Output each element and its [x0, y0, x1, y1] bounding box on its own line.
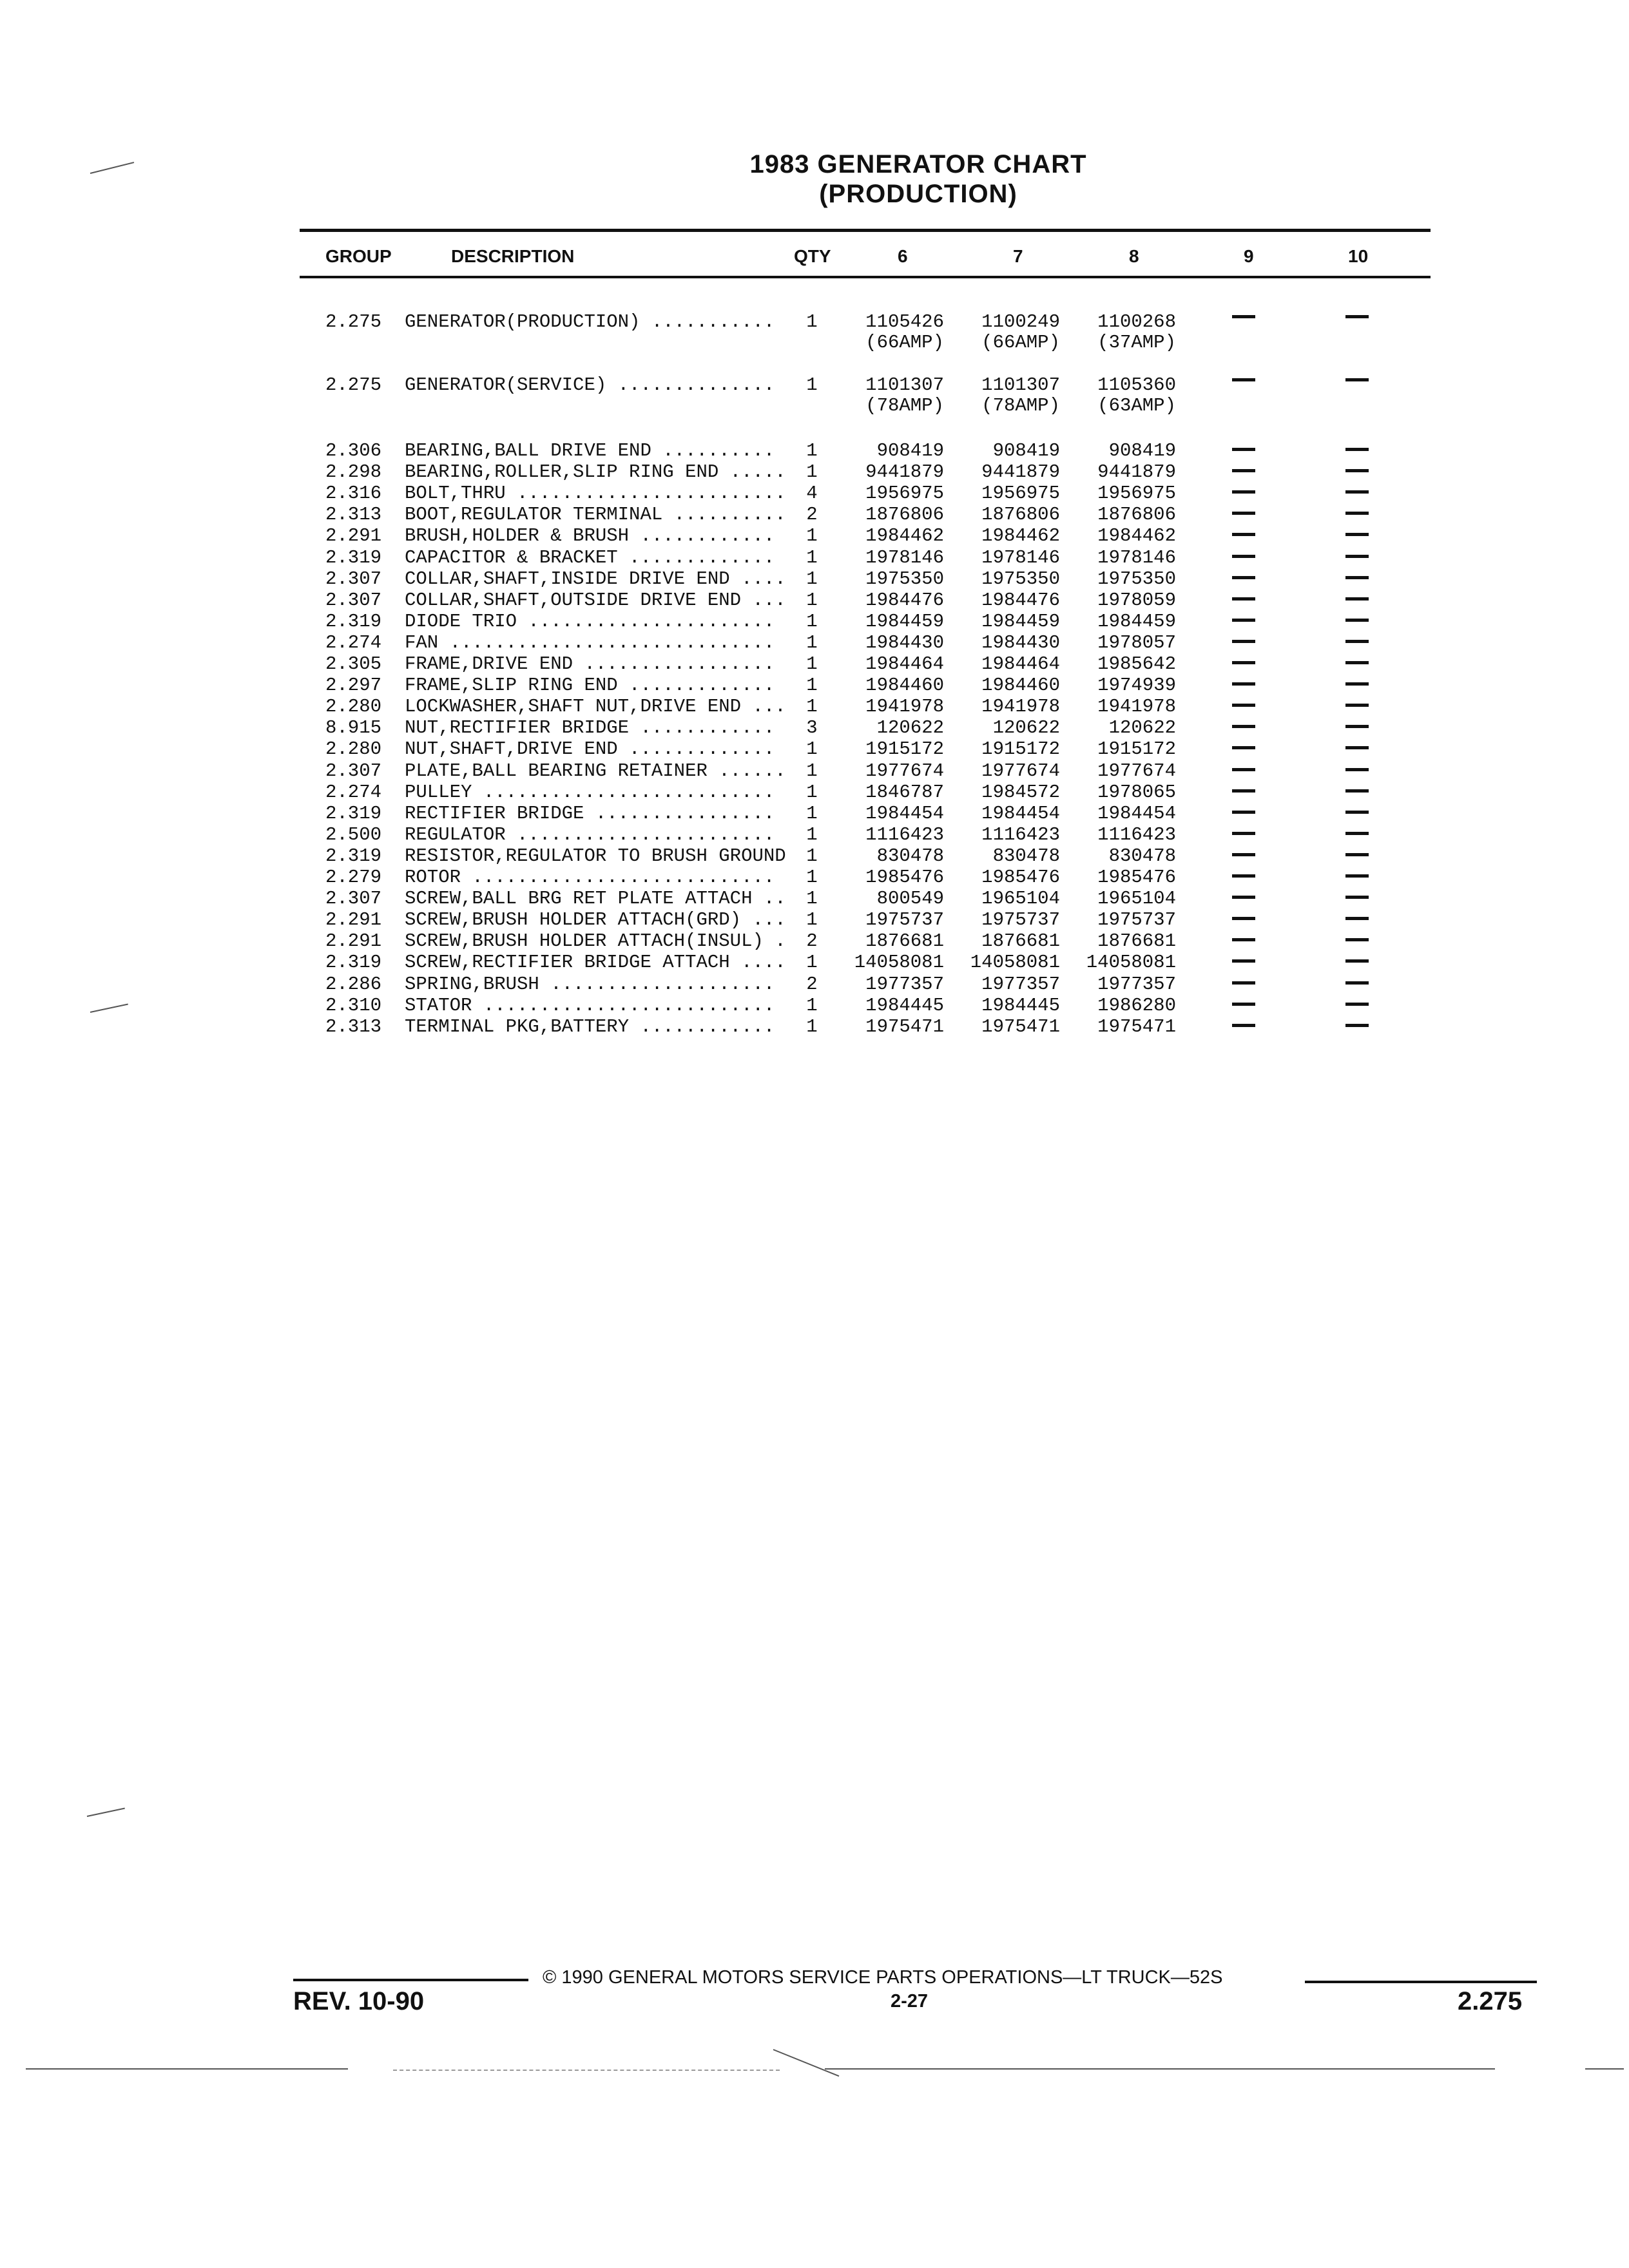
col-8-cell: 120622 [1108, 717, 1176, 739]
empty-cell-dash [1345, 490, 1369, 494]
scan-margin-mark [90, 162, 134, 174]
header-col-10: 10 [1348, 246, 1369, 266]
empty-cell-dash [1232, 853, 1255, 856]
col-6-cell: 1984460 [865, 675, 944, 697]
description-cell: BEARING,ROLLER,SLIP RING END ..... [405, 461, 786, 483]
empty-cell-dash [1345, 789, 1369, 793]
col-7-cell: 1965104 [981, 888, 1060, 910]
empty-cell-dash [1232, 576, 1255, 579]
col-8-cell: 1105360 [1097, 374, 1176, 396]
empty-cell-dash [1232, 874, 1255, 878]
scan-margin-mark [90, 1004, 128, 1013]
title-line-2: (PRODUCTION) [819, 180, 1017, 208]
col-6-cell: 1846787 [865, 781, 944, 803]
col-8-cell: 1941978 [1097, 696, 1176, 718]
col-8-cell: 1975737 [1097, 909, 1176, 931]
description-cell: COLLAR,SHAFT,OUTSIDE DRIVE END ... [405, 589, 786, 611]
description-cell: SCREW,BRUSH HOLDER ATTACH(INSUL) . [405, 930, 786, 952]
footer-page-number: 2-27 [891, 1991, 929, 2012]
description-cell: BOLT,THRU ........................ [405, 483, 786, 505]
empty-cell-dash [1232, 725, 1255, 728]
col-6-cell: 1975737 [865, 909, 944, 931]
empty-cell-dash [1232, 811, 1255, 814]
description-cell: DIODE TRIO ...................... [405, 610, 775, 632]
qty-cell: 1 [806, 568, 818, 590]
description-cell: BOOT,REGULATOR TERMINAL .......... [405, 504, 786, 526]
description-cell: GENERATOR(SERVICE) .............. [405, 374, 775, 396]
col-6-cell: 1876681 [865, 930, 944, 952]
col-7-cell: 1978146 [981, 546, 1060, 568]
description-cell: ROTOR ........................... [405, 867, 775, 888]
col-8-cell: 1915172 [1097, 738, 1176, 760]
col-7-cell: 1975471 [981, 1015, 1060, 1037]
col-7-cell: 1977357 [981, 973, 1060, 995]
group-cell: 2.319 [325, 952, 382, 974]
col-6-cell: 1975350 [865, 568, 944, 590]
empty-cell-dash [1345, 874, 1369, 878]
qty-cell: 1 [806, 653, 818, 675]
group-cell: 2.305 [325, 653, 382, 675]
description-cell: RESISTOR,REGULATOR TO BRUSH GROUND [405, 845, 786, 867]
empty-cell-dash [1345, 682, 1369, 686]
empty-cell-dash [1232, 597, 1255, 601]
col-7-cell: 1876806 [981, 504, 1060, 526]
qty-cell: 1 [806, 909, 818, 931]
qty-cell: 1 [806, 461, 818, 483]
col-6-cell: 1984462 [865, 525, 944, 547]
col-8-cell: 1985476 [1097, 867, 1176, 888]
empty-cell-dash [1232, 896, 1255, 899]
group-cell: 2.279 [325, 867, 382, 888]
empty-cell-dash [1232, 1003, 1255, 1006]
empty-cell-dash [1345, 619, 1369, 622]
group-cell: 2.307 [325, 888, 382, 910]
group-cell: 2.280 [325, 738, 382, 760]
col-7-cell: 1984464 [981, 653, 1060, 675]
col-7-cell: 1984572 [981, 781, 1060, 803]
col-8-cell: 1977357 [1097, 973, 1176, 995]
col-6-cell: 800549 [876, 888, 944, 910]
col-6-cell: 1956975 [865, 483, 944, 505]
col-7-cell: 908419 [992, 440, 1060, 461]
col-7-cell: 1984460 [981, 675, 1060, 697]
header-top-rule [300, 229, 1431, 232]
col-8-cell: 908419 [1108, 440, 1176, 461]
col-8-cell: 1984454 [1097, 802, 1176, 824]
empty-cell-dash [1232, 917, 1255, 920]
col-8-cell: 14058081 [1086, 952, 1176, 974]
empty-cell-dash [1345, 378, 1369, 381]
qty-cell: 1 [806, 589, 818, 611]
scan-slash-mark [773, 2049, 840, 2077]
empty-cell-dash [1345, 746, 1369, 749]
qty-cell: 1 [806, 696, 818, 718]
empty-cell-dash [1232, 746, 1255, 749]
col-6-cell: 1977674 [865, 760, 944, 782]
col-6-cell: 1941978 [865, 696, 944, 718]
col-8-cell: 1974939 [1097, 675, 1176, 697]
col-7-cell: 1984430 [981, 631, 1060, 653]
col-8-cell: 1975471 [1097, 1015, 1176, 1037]
group-cell: 2.274 [325, 631, 382, 653]
empty-cell-dash [1345, 1024, 1369, 1027]
header-group: GROUP [325, 246, 392, 266]
qty-cell: 1 [806, 675, 818, 697]
col-6-amp-cell: (78AMP) [865, 395, 944, 416]
qty-cell: 2 [806, 504, 818, 526]
group-cell: 2.286 [325, 973, 382, 995]
col-8-cell: 1975350 [1097, 568, 1176, 590]
group-cell: 2.307 [325, 568, 382, 590]
empty-cell-dash [1232, 555, 1255, 558]
empty-cell-dash [1345, 811, 1369, 814]
col-7-cell: 1915172 [981, 738, 1060, 760]
group-cell: 2.500 [325, 823, 382, 845]
description-cell: SCREW,BRUSH HOLDER ATTACH(GRD) ... [405, 909, 786, 931]
description-cell: STATOR .......................... [405, 994, 775, 1016]
scan-edge-line [393, 2070, 780, 2071]
group-cell: 2.313 [325, 1015, 382, 1037]
col-8-cell: 9441879 [1097, 461, 1176, 483]
col-6-cell: 9441879 [865, 461, 944, 483]
scan-edge-line [1585, 2068, 1624, 2070]
header-col-6: 6 [898, 246, 908, 266]
footer-section-number: 2.275 [1458, 1987, 1523, 2015]
group-cell: 2.291 [325, 930, 382, 952]
empty-cell-dash [1345, 533, 1369, 536]
group-cell: 2.319 [325, 546, 382, 568]
col-7-cell: 1876681 [981, 930, 1060, 952]
col-6-cell: 1984430 [865, 631, 944, 653]
scan-margin-mark [87, 1808, 125, 1817]
qty-cell: 1 [806, 631, 818, 653]
col-8-cell: 1100268 [1097, 311, 1176, 332]
description-cell: FRAME,SLIP RING END ............. [405, 675, 775, 697]
empty-cell-dash [1232, 661, 1255, 664]
col-7-cell: 1100249 [981, 311, 1060, 332]
empty-cell-dash [1232, 938, 1255, 941]
col-6-cell: 1985476 [865, 867, 944, 888]
description-cell: RECTIFIER BRIDGE ................ [405, 802, 775, 824]
empty-cell-dash [1232, 315, 1255, 318]
description-cell: COLLAR,SHAFT,INSIDE DRIVE END .... [405, 568, 786, 590]
qty-cell: 1 [806, 525, 818, 547]
empty-cell-dash [1345, 512, 1369, 515]
col-6-cell: 1876806 [865, 504, 944, 526]
description-cell: FAN ............................. [405, 631, 775, 653]
page-title [709, 149, 1128, 209]
qty-cell: 1 [806, 546, 818, 568]
qty-cell: 1 [806, 781, 818, 803]
group-cell: 2.316 [325, 483, 382, 505]
col-6-cell: 1978146 [865, 546, 944, 568]
qty-cell: 1 [806, 823, 818, 845]
col-7-cell: 1984476 [981, 589, 1060, 611]
qty-cell: 1 [806, 440, 818, 461]
group-cell: 2.275 [325, 311, 382, 332]
col-6-amp-cell: (66AMP) [865, 332, 944, 353]
col-6-cell: 1101307 [865, 374, 944, 396]
col-6-cell: 1975471 [865, 1015, 944, 1037]
group-cell: 2.306 [325, 440, 382, 461]
col-7-cell: 9441879 [981, 461, 1060, 483]
empty-cell-dash [1232, 1024, 1255, 1027]
group-cell: 2.319 [325, 610, 382, 632]
col-6-cell: 1105426 [865, 311, 944, 332]
empty-cell-dash [1345, 981, 1369, 985]
description-cell: NUT,RECTIFIER BRIDGE ............ [405, 717, 775, 739]
empty-cell-dash [1345, 704, 1369, 707]
description-cell: SCREW,BALL BRG RET PLATE ATTACH .. [405, 888, 786, 910]
col-6-cell: 908419 [876, 440, 944, 461]
col-6-cell: 830478 [876, 845, 944, 867]
qty-cell: 1 [806, 888, 818, 910]
group-cell: 2.275 [325, 374, 382, 396]
col-7-cell: 1984454 [981, 802, 1060, 824]
col-7-cell: 1956975 [981, 483, 1060, 505]
col-8-cell: 1116423 [1097, 823, 1176, 845]
group-cell: 2.298 [325, 461, 382, 483]
description-cell: BEARING,BALL DRIVE END .......... [405, 440, 775, 461]
footer-copyright: © 1990 GENERAL MOTORS SERVICE PARTS OPERATIONS—LT TRUCK—52S [543, 1967, 1223, 1988]
col-7-cell: 1984459 [981, 610, 1060, 632]
qty-cell: 1 [806, 374, 818, 396]
col-6-cell: 1984445 [865, 994, 944, 1016]
empty-cell-dash [1345, 853, 1369, 856]
col-7-cell: 830478 [992, 845, 1060, 867]
col-6-cell: 14058081 [854, 952, 944, 974]
empty-cell-dash [1232, 959, 1255, 963]
empty-cell-dash [1345, 959, 1369, 963]
qty-cell: 1 [806, 845, 818, 867]
description-cell: PULLEY .......................... [405, 781, 775, 803]
col-6-cell: 1984459 [865, 610, 944, 632]
col-7-cell: 1984462 [981, 525, 1060, 547]
group-cell: 2.291 [325, 909, 382, 931]
empty-cell-dash [1345, 448, 1369, 451]
col-6-cell: 1915172 [865, 738, 944, 760]
col-8-amp-cell: (37AMP) [1097, 332, 1176, 353]
empty-cell-dash [1232, 704, 1255, 707]
group-cell: 2.307 [325, 760, 382, 782]
qty-cell: 1 [806, 760, 818, 782]
col-7-cell: 1116423 [981, 823, 1060, 845]
col-6-cell: 1116423 [865, 823, 944, 845]
empty-cell-dash [1232, 619, 1255, 622]
col-6-cell: 1984476 [865, 589, 944, 611]
col-7-cell: 1985476 [981, 867, 1060, 888]
empty-cell-dash [1345, 640, 1369, 643]
header-description: DESCRIPTION [451, 246, 575, 266]
scan-edge-line [26, 2068, 348, 2070]
empty-cell-dash [1232, 682, 1255, 686]
group-cell: 2.307 [325, 589, 382, 611]
col-6-cell: 1977357 [865, 973, 944, 995]
empty-cell-dash [1345, 576, 1369, 579]
empty-cell-dash [1232, 512, 1255, 515]
footer-rule-left [293, 1979, 528, 1981]
col-8-cell: 1978065 [1097, 781, 1176, 803]
group-cell: 2.280 [325, 696, 382, 718]
col-7-cell: 1101307 [981, 374, 1060, 396]
empty-cell-dash [1232, 640, 1255, 643]
qty-cell: 2 [806, 973, 818, 995]
col-6-cell: 1984454 [865, 802, 944, 824]
qty-cell: 1 [806, 867, 818, 888]
description-cell: PLATE,BALL BEARING RETAINER ...... [405, 760, 786, 782]
footer-rule-right [1305, 1981, 1537, 1983]
header-col-7: 7 [1013, 246, 1023, 266]
col-7-cell: 14058081 [970, 952, 1060, 974]
col-7-cell: 1941978 [981, 696, 1060, 718]
title-line-1: 1983 GENERATOR CHART [749, 150, 1087, 178]
header-bottom-rule [300, 276, 1431, 278]
empty-cell-dash [1345, 661, 1369, 664]
col-7-amp-cell: (66AMP) [981, 332, 1060, 353]
empty-cell-dash [1345, 917, 1369, 920]
header-qty: QTY [794, 246, 831, 266]
empty-cell-dash [1345, 315, 1369, 318]
col-8-cell: 1984462 [1097, 525, 1176, 547]
header-col-9: 9 [1244, 246, 1254, 266]
empty-cell-dash [1345, 768, 1369, 771]
description-cell: GENERATOR(PRODUCTION) ........... [405, 311, 775, 332]
col-8-cell: 1984459 [1097, 610, 1176, 632]
col-8-cell: 1978059 [1097, 589, 1176, 611]
empty-cell-dash [1232, 789, 1255, 793]
col-7-cell: 1975350 [981, 568, 1060, 590]
group-cell: 2.310 [325, 994, 382, 1016]
group-cell: 2.313 [325, 504, 382, 526]
qty-cell: 2 [806, 930, 818, 952]
empty-cell-dash [1232, 533, 1255, 536]
col-6-cell: 120622 [876, 717, 944, 739]
group-cell: 2.319 [325, 845, 382, 867]
description-cell: BRUSH,HOLDER & BRUSH ............ [405, 525, 775, 547]
empty-cell-dash [1345, 1003, 1369, 1006]
description-cell: NUT,SHAFT,DRIVE END ............. [405, 738, 775, 760]
empty-cell-dash [1232, 378, 1255, 381]
description-cell: LOCKWASHER,SHAFT NUT,DRIVE END ... [405, 696, 786, 718]
col-8-cell: 1978146 [1097, 546, 1176, 568]
group-cell: 8.915 [325, 717, 382, 739]
empty-cell-dash [1232, 490, 1255, 494]
empty-cell-dash [1345, 725, 1369, 728]
qty-cell: 1 [806, 738, 818, 760]
col-7-amp-cell: (78AMP) [981, 395, 1060, 416]
footer-revision: REV. 10-90 [293, 1987, 425, 2015]
description-cell: CAPACITOR & BRACKET ............. [405, 546, 775, 568]
group-cell: 2.319 [325, 802, 382, 824]
empty-cell-dash [1232, 832, 1255, 835]
qty-cell: 1 [806, 311, 818, 332]
qty-cell: 1 [806, 952, 818, 974]
qty-cell: 4 [806, 483, 818, 505]
empty-cell-dash [1345, 896, 1369, 899]
empty-cell-dash [1345, 938, 1369, 941]
description-cell: SPRING,BRUSH .................... [405, 973, 775, 995]
description-cell: TERMINAL PKG,BATTERY ............ [405, 1015, 775, 1037]
description-cell: REGULATOR ....................... [405, 823, 775, 845]
empty-cell-dash [1232, 981, 1255, 985]
empty-cell-dash [1232, 768, 1255, 771]
col-8-cell: 1977674 [1097, 760, 1176, 782]
col-8-cell: 1985642 [1097, 653, 1176, 675]
col-7-cell: 120622 [992, 717, 1060, 739]
description-cell: SCREW,RECTIFIER BRIDGE ATTACH .... [405, 952, 786, 974]
col-7-cell: 1975737 [981, 909, 1060, 931]
group-cell: 2.274 [325, 781, 382, 803]
col-6-cell: 1984464 [865, 653, 944, 675]
col-8-cell: 1978057 [1097, 631, 1176, 653]
scan-edge-line [825, 2068, 1495, 2070]
empty-cell-dash [1345, 597, 1369, 601]
qty-cell: 3 [806, 717, 818, 739]
empty-cell-dash [1232, 448, 1255, 451]
col-8-cell: 1965104 [1097, 888, 1176, 910]
col-8-cell: 1876681 [1097, 930, 1176, 952]
col-8-amp-cell: (63AMP) [1097, 395, 1176, 416]
col-8-cell: 830478 [1108, 845, 1176, 867]
empty-cell-dash [1232, 469, 1255, 472]
empty-cell-dash [1345, 555, 1369, 558]
qty-cell: 1 [806, 610, 818, 632]
empty-cell-dash [1345, 469, 1369, 472]
qty-cell: 1 [806, 802, 818, 824]
col-7-cell: 1977674 [981, 760, 1060, 782]
col-7-cell: 1984445 [981, 994, 1060, 1016]
description-cell: FRAME,DRIVE END ................. [405, 653, 775, 675]
qty-cell: 1 [806, 1015, 818, 1037]
group-cell: 2.297 [325, 675, 382, 697]
col-8-cell: 1986280 [1097, 994, 1176, 1016]
empty-cell-dash [1345, 832, 1369, 835]
header-col-8: 8 [1129, 246, 1139, 266]
col-8-cell: 1876806 [1097, 504, 1176, 526]
group-cell: 2.291 [325, 525, 382, 547]
qty-cell: 1 [806, 994, 818, 1016]
col-8-cell: 1956975 [1097, 483, 1176, 505]
